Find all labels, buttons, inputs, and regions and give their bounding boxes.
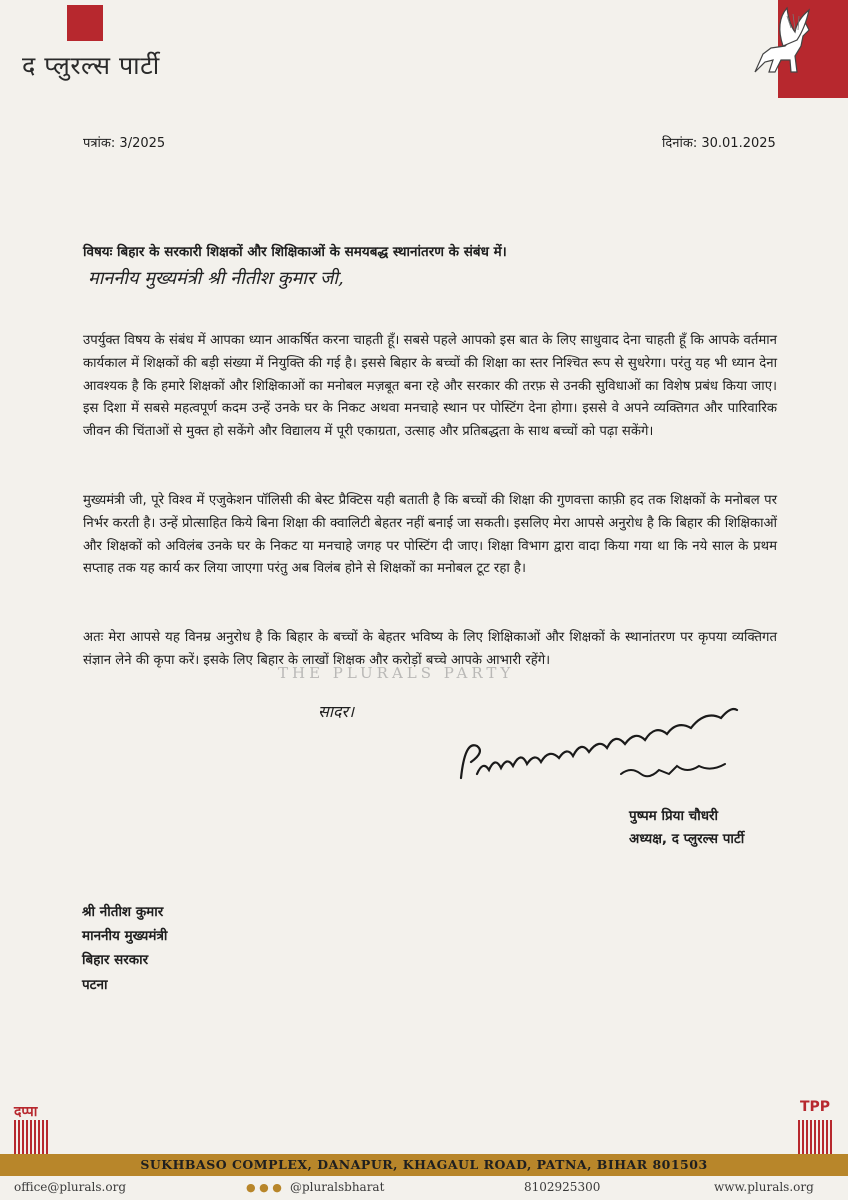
handwritten-signature xyxy=(455,700,755,800)
body-paragraph-1: उपर्युक्त विषय के संबंध में आपका ध्यान आकर्षित करना चाहती हूँ। सबसे पहले आपको इस बात के लिए साधुवाद देना चाहती हूँ कि आपके वर्तमान कार्यकाल में शिक्षकों की बड़ी संख्या में नियुक्ति की गई है। इससे बिहार के बच्चों की शिक्षा का स्तर निश्चित रूप से सुधरेगा। परंतु यह भी ध्यान देना आवश्यक है कि हमारे शिक्षकों और शिक्षिकाओं का मनोबल मज़बूत बना रहे और सरकार की तरफ़ से उनकी सुविधाओं का विशेष प्रबंध किया जाए। इस दिशा में सबसे महत्वपूर्ण कदम उन्हें उनके घर के निकट अथवा मनचाहे स्थान पर पोस्टिंग देना होगा। इससे वे अपने व्यक्तिगत और पारिवारिक जीवन की चिंताओं से मुक्त हो सकेंगे और विद्यालय में पूरी एकाग्रता, उत्साह और प्रतिबद्धता के साथ बच्चों को पढ़ा सकेंगे। xyxy=(83,333,777,440)
party-name: द प्लुरल्स पार्टी xyxy=(22,51,160,80)
reference-number: पत्रांक: 3/2025 xyxy=(83,136,166,151)
footer-abbr-english: TPP xyxy=(800,1099,831,1115)
footer-stripes-left xyxy=(14,1120,50,1154)
letter-subject: विषयः बिहार के सरकारी शिक्षकों और शिक्षिकाओं के समयबद्ध स्थानांतरण के संबंध में। xyxy=(83,244,507,260)
footer-stripes-right xyxy=(798,1120,834,1154)
signer-title: अध्यक्ष, द प्लुरल्स पार्टी xyxy=(629,831,745,847)
addressee-line: बिहार सरकार xyxy=(82,952,149,968)
addressee-line: माननीय मुख्यमंत्री xyxy=(82,928,168,944)
footer-address: SUKHBASO COMPLEX, DANAPUR, KHAGAUL ROAD, PATNA, BIHAR 801503 xyxy=(140,1157,708,1172)
body-paragraph-2: मुख्यमंत्री जी, पूरे विश्व में एजुकेशन पॉलिसी की बेस्ट प्रैक्टिस यही बताती है कि बच्चों की शिक्षा की गुणवत्ता काफ़ी हद तक शिक्षकों के मनोबल पर निर्भर करती है। उन्हें प्रोत्साहित किये बिना शिक्षा की क्वालिटी बेहतर नहीं बनाई जा सकती। इसलिए मेरा आपसे अनुरोध है कि बिहार की शिक्षिकाओं और शिक्षकों को अविलंब उनके घर के निकट या मनचाहे जगह पर पोस्टिंग दी जाए। शिक्षा विभाग द्वारा वादा किया गया था कि नये साल के प्रथम सप्ताह तक यह कार्य कर लिया जाएगा परंतु अब विलंब होने से शिक्षकों का मनोबल टूट रहा है। xyxy=(83,493,778,577)
signer-name: पुष्पम प्रिया चौधरी xyxy=(629,808,719,824)
addressee-line: पटना xyxy=(82,977,108,993)
closing: सादर। xyxy=(318,702,355,721)
footer-social-handle[interactable]: @pluralsbharat xyxy=(290,1180,385,1194)
salutation: माननीय मुख्यमंत्री श्री नीतीश कुमार जी, xyxy=(88,268,344,289)
footer-website[interactable]: www.plurals.org xyxy=(714,1180,814,1194)
addressee-line: श्री नीतीश कुमार xyxy=(82,904,164,920)
letter-date: दिनांक: 30.01.2025 xyxy=(662,136,776,151)
logo-square-left xyxy=(67,5,103,41)
social-icons: ● ● ● xyxy=(246,1181,282,1194)
winged-horse-icon xyxy=(735,2,825,84)
footer-phone: 8102925300 xyxy=(524,1180,601,1194)
footer-abbr-hindi: दप्पा xyxy=(14,1104,38,1120)
footer-email[interactable]: office@plurals.org xyxy=(14,1180,127,1194)
watermark: THE PLURALS PARTY xyxy=(278,664,515,682)
body-paragraph-3: अतः मेरा आपसे यह विनम्र अनुरोध है कि बिहार के बच्चों के बेहतर भविष्य के लिए शिक्षिकाओं और शिक्षकों के स्थानांतरण पर कृपया व्यक्तिगत संज्ञान लेने की कृपा करें। इसके लिए बिहार के लाखों शिक्षक और करोड़ों बच्चे आपके आभारी रहेंगे। xyxy=(83,630,777,668)
